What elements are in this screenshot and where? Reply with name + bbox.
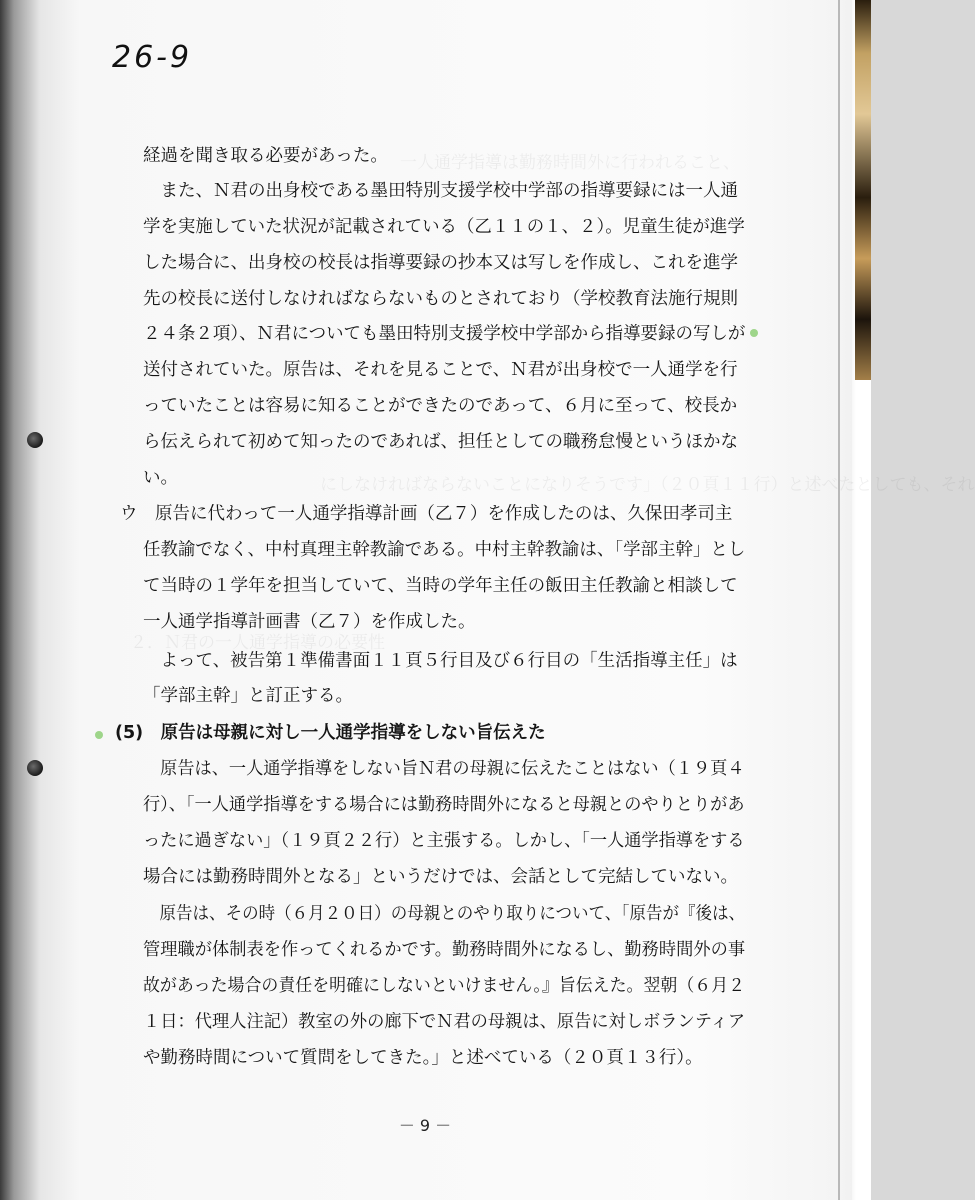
text-line: 原告は、その時（６月２０日）の母親とのやり取りについて、「原告が『後は、 (143, 904, 746, 924)
text-line: 「学部主幹」と訂正する。 (143, 686, 353, 706)
text-line: 場合には勤務時間外となる」というだけでは、会話として完結していない。 (143, 867, 738, 887)
text-line: また、Ｎ君の出身校である墨田特別支援学校中学部の指導要録には一人通 (143, 181, 738, 201)
text-line: ら伝えられて初めて知ったのであれば、担任としての職務怠慢というほかな (143, 432, 738, 452)
bleed-through-text: 一人通学指導は勤務時間外に行われること、 (400, 153, 740, 173)
text-line: 原告は、一人通学指導をしない旨Ｎ君の母親に伝えたことはない（１９頁４ (143, 759, 745, 779)
text-line: 送付されていた。原告は、それを見ることで、Ｎ君が出身校で一人通学を行 (143, 360, 738, 380)
text-line: よって、被告第１準備書面１１頁５行目及び６行目の「生活指導主任」は (143, 651, 738, 671)
text-line: い。 (143, 468, 178, 488)
page-number: － 9 － (398, 1116, 452, 1135)
binder-hole-bottom (27, 760, 43, 776)
text-line: 故があった場合の責任を明確にしないといけません。』旨伝えた。翌朝（６月２ (143, 976, 746, 996)
text-line: 行）、「一人通学指導をする場合には勤務時間外になると母親とのやりとりがあ (143, 795, 745, 815)
text-line: 学を実施していた状況が記載されている（乙１１の１、２）。児童生徒が進学 (143, 217, 745, 237)
binder-hole-top (27, 432, 43, 448)
text-line: 管理職が体制表を作ってくれるかです。勤務時間外になるし、勤務時間外の事 (143, 940, 746, 960)
text-line: 任教諭でなく、中村真理主幹教諭である。中村主幹教諭は、「学部主幹」とし (143, 540, 746, 560)
text-line: した場合に、出身校の校長は指導要録の抄本又は写しを作成し、これを進学 (143, 253, 738, 273)
page-edge-shadow (838, 0, 840, 1200)
section-heading: (5) 原告は母親に対し一人通学指導をしない旨伝えた (115, 723, 546, 743)
text-line: ったに過ぎない」（１９頁２２行）と主張する。しかし、「一人通学指導をする (143, 831, 745, 851)
text-line: 先の校長に送付しなければならないものとされており（学校教育法施行規則 (143, 289, 738, 309)
text-line: て当時の１学年を担当していて、当時の学年主任の飯田主任教諭と相談して (143, 576, 738, 596)
highlighter-mark (95, 731, 103, 739)
highlighter-mark (750, 329, 758, 337)
text-line: や勤務時間について質問をしてきた。」と述べている（２０頁１３行）。 (143, 1048, 703, 1068)
text-line: ウ 原告に代わって一人通学指導計画（乙７）を作成したのは、久保田孝司主 (120, 504, 733, 524)
text-line: １日：代理人注記）教室の外の廊下でＮ君の母親は、原告に対しボランティア (143, 1012, 746, 1032)
tape-strip (855, 0, 871, 380)
text-line: ２４条２項）、Ｎ君についても墨田特別支援学校中学部から指導要録の写しが (143, 324, 746, 344)
bleed-through-text: ２．Ｎ君の一人通学指導の必要性 (130, 633, 385, 653)
text-line: っていたことは容易に知ることができたのであって、６月に至って、校長か (143, 396, 738, 416)
text-line: 経過を聞き取る必要があった。 (143, 146, 388, 166)
text-line: 一人通学指導計画書（乙７）を作成した。 (143, 612, 476, 632)
handwritten-page-mark: 26-9 (112, 40, 193, 75)
bleed-through-text: にしなければならないことになりそうです」（２０頁１１行）と述べたとしても、それ (320, 475, 975, 495)
